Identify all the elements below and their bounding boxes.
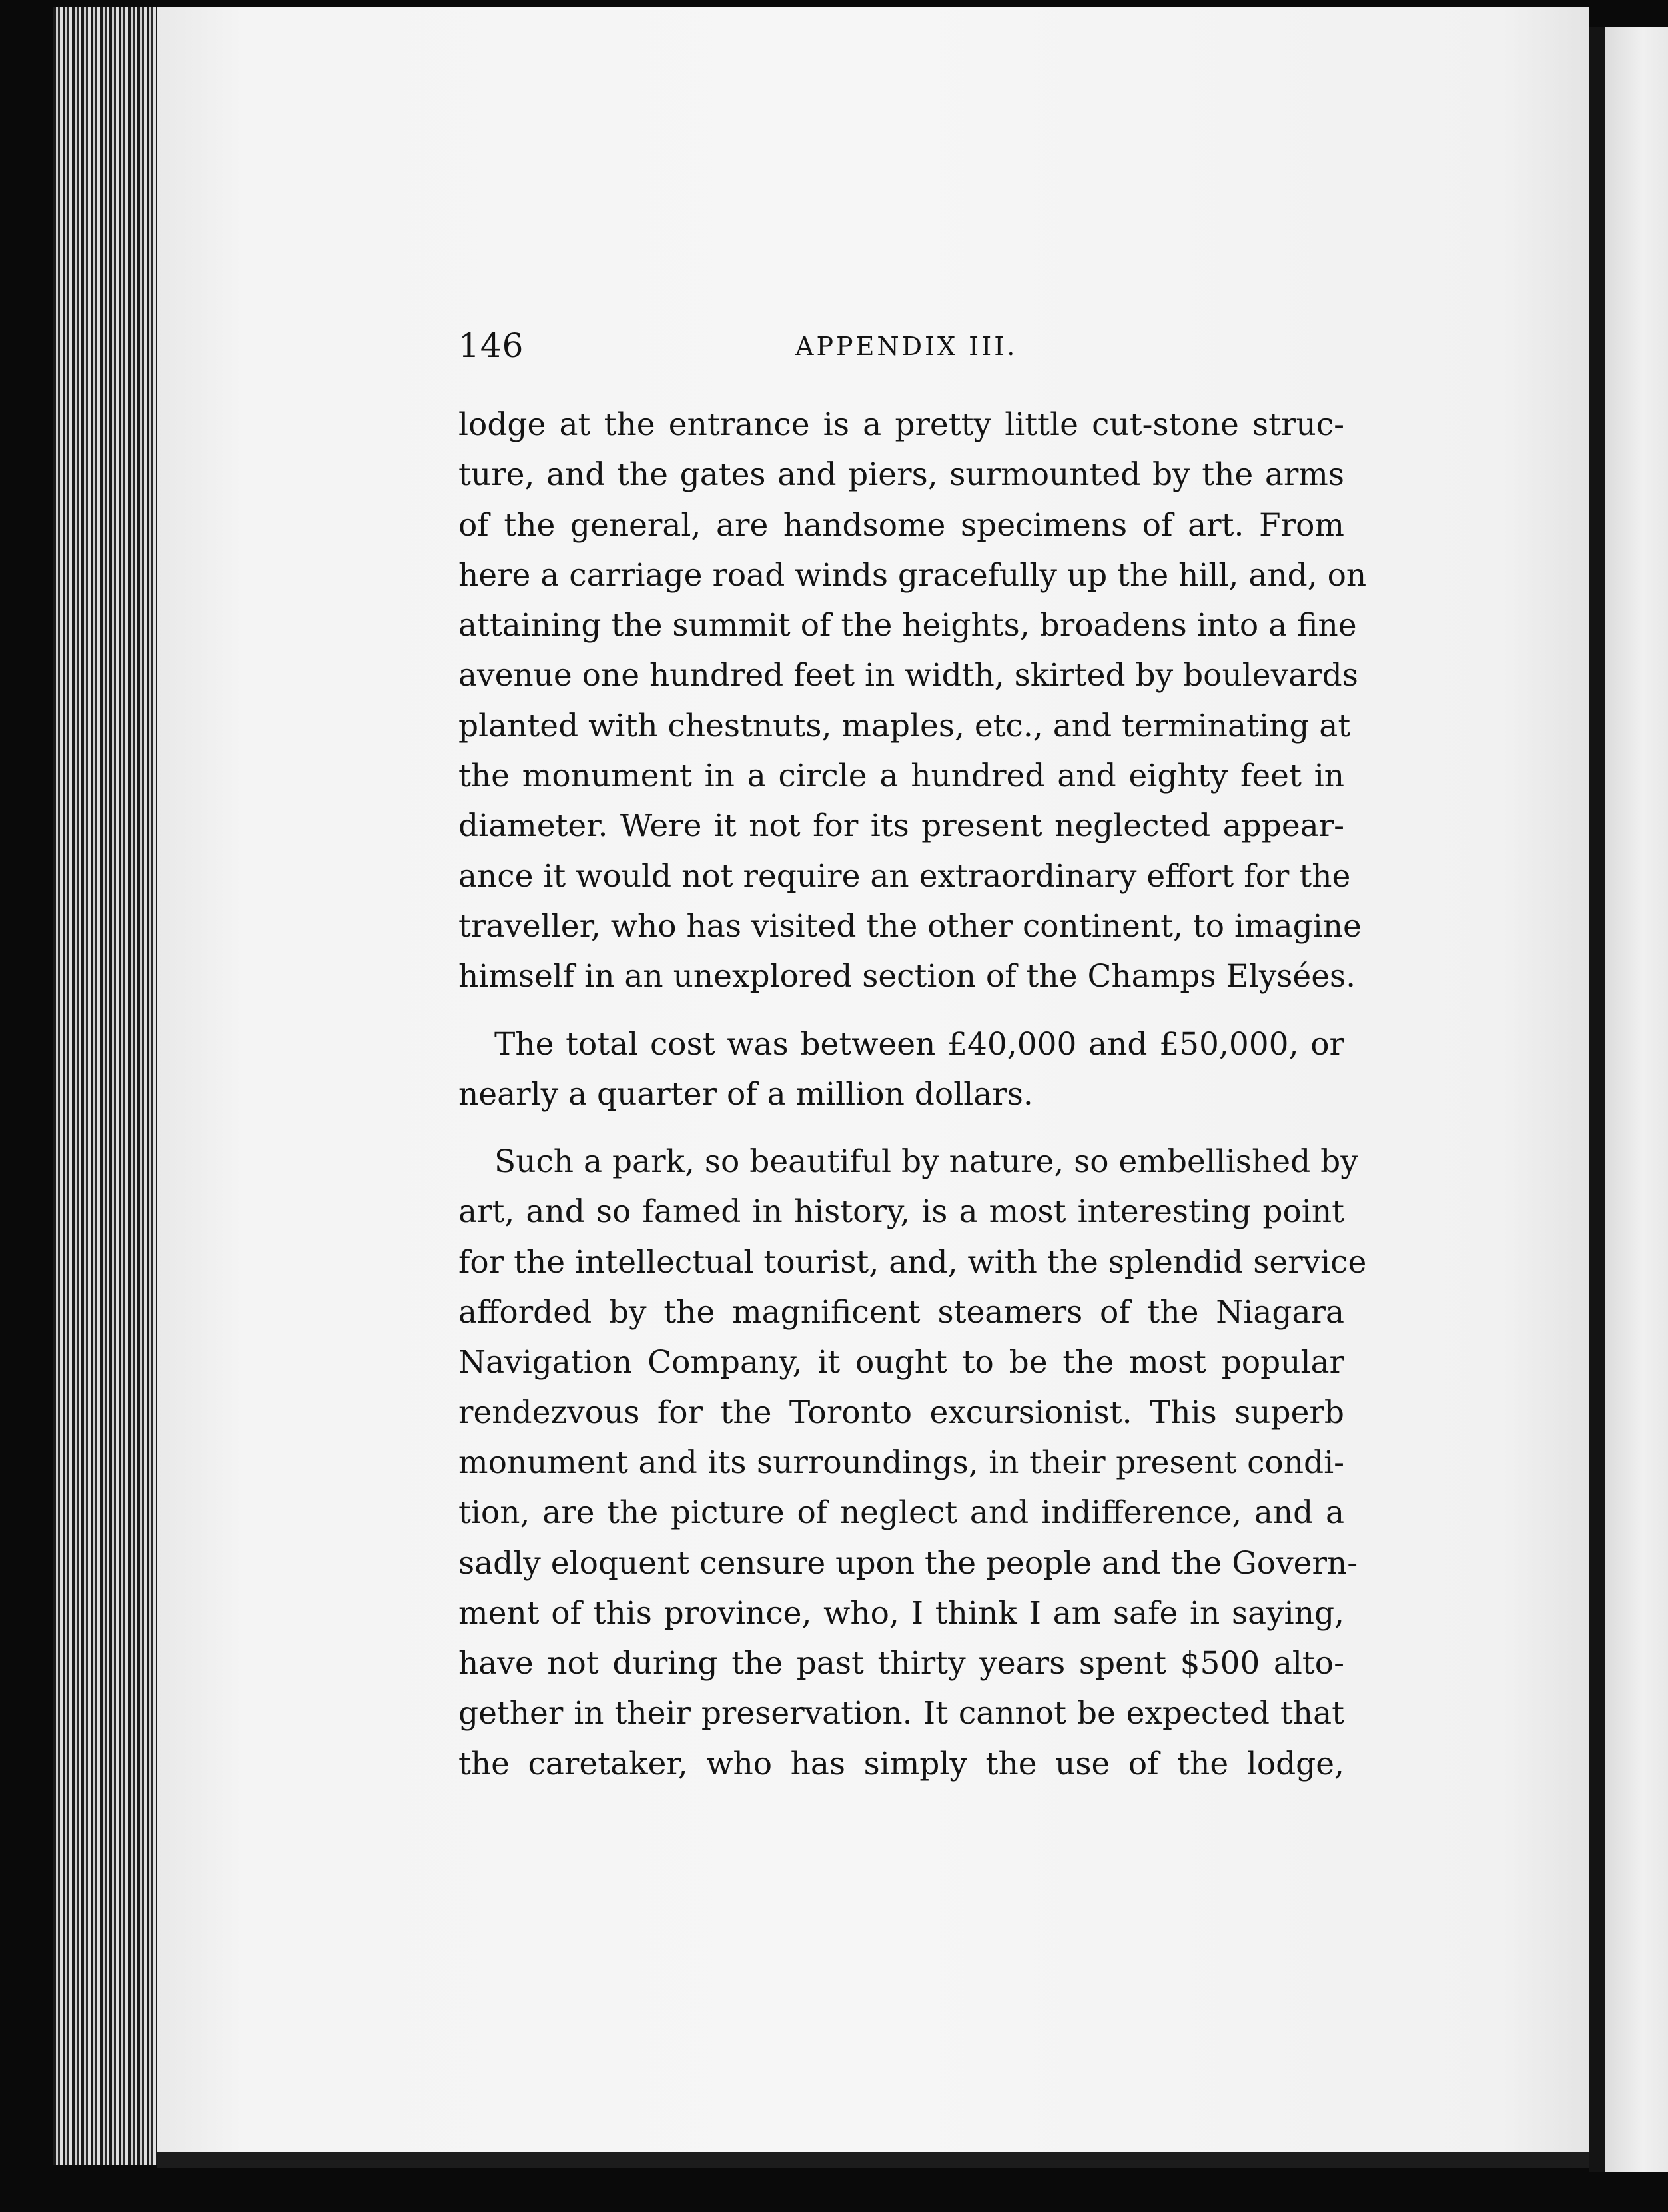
text-line: tion, are the picture of neglect and indifference, and a bbox=[458, 1494, 1344, 1532]
text-line: for the intellectual tourist, and, with the splendid service bbox=[458, 1243, 1367, 1281]
text-line: himself in an unexplored section of the Champs Elysées. bbox=[458, 958, 1356, 995]
text-line: art, and so famed in history, is a most interesting point bbox=[458, 1193, 1344, 1231]
paragraph-3 bbox=[458, 1137, 1367, 1789]
page-bottom-edge bbox=[157, 2152, 1589, 2168]
text-line: ance it would not require an extraordinary effort for the bbox=[458, 857, 1351, 895]
text-line: nearly a quarter of a million dollars. bbox=[458, 1075, 1033, 1113]
text-line: have not during the past thirty years spent $500 alto- bbox=[458, 1645, 1344, 1682]
text-line: rendezvous for the Toronto excursionist. This superb bbox=[458, 1394, 1344, 1431]
text-line: ment of this province, who, I think I am safe in saying, bbox=[458, 1594, 1344, 1632]
text-line: of the general, are handsome specimens of art. From bbox=[458, 506, 1344, 544]
text-line: lodge at the entrance is a pretty little cut-stone struc- bbox=[458, 406, 1344, 443]
text-line: monument and its surroundings, in their present condi- bbox=[458, 1444, 1344, 1481]
text-line: ture, and the gates and piers, surmounted by the arms bbox=[458, 456, 1344, 494]
text-line: Such a park, so beautiful by nature, so embellished by bbox=[494, 1143, 1358, 1181]
text-line: afforded by the magnificent steamers of the Niagara bbox=[458, 1294, 1344, 1331]
facing-page-edge bbox=[1605, 27, 1668, 2172]
text-line: avenue one hundred feet in width, skirted by boulevards bbox=[458, 657, 1358, 694]
page-stack-edges bbox=[53, 7, 160, 2165]
text-line: gether in their preservation. It cannot be expected that bbox=[458, 1695, 1344, 1732]
text-line: attaining the summit of the heights, broadens into a fine bbox=[458, 607, 1357, 644]
text-line: sadly eloquent censure upon the people and the Govern- bbox=[458, 1544, 1358, 1582]
running-head-title: APPENDIX III. bbox=[795, 332, 1018, 361]
body-text bbox=[458, 400, 1367, 1789]
paragraph-1 bbox=[458, 400, 1367, 1002]
text-line: here a carriage road winds gracefully up the hill, and, on bbox=[458, 556, 1367, 594]
book-gutter-shadow bbox=[1589, 27, 1605, 2172]
text-line: planted with chestnuts, maples, etc., and terminating at bbox=[458, 707, 1351, 744]
text-line: diameter. Were it not for its present neglected appear- bbox=[458, 808, 1344, 845]
paragraph-2 bbox=[458, 1019, 1344, 1120]
running-head bbox=[458, 326, 1344, 380]
text-line: the caretaker, who has simply the use of the lodge, bbox=[458, 1745, 1344, 1782]
text-line: Navigation Company, it ought to be the most popular bbox=[458, 1344, 1344, 1381]
text-line: traveller, who has visited the other continent, to imagine bbox=[458, 907, 1362, 945]
text-line: The total cost was between £40,000 and £50,000, or bbox=[494, 1025, 1344, 1063]
page-number: 146 bbox=[458, 326, 524, 365]
text-line: the monument in a circle a hundred and eighty feet in bbox=[458, 758, 1344, 795]
